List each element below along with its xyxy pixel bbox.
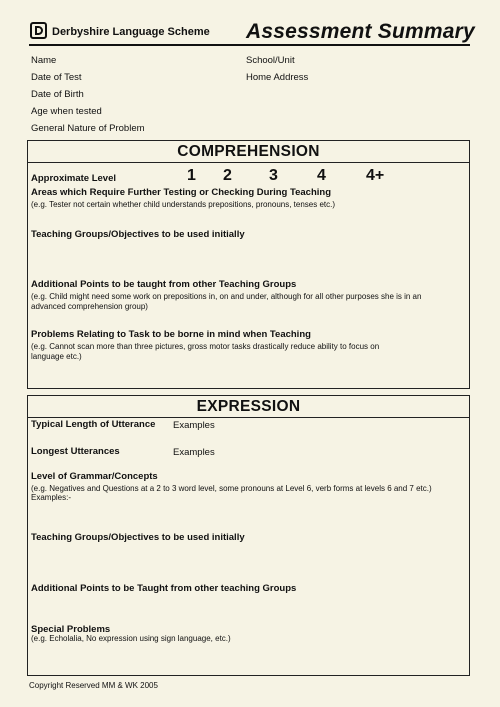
- comprehension-additional-heading: Additional Points to be taught from other Teaching Groups: [31, 279, 297, 290]
- level-2: 2: [223, 167, 232, 184]
- copyright: Copyright Reserved MM & WK 2005: [29, 681, 158, 690]
- field-age-when-tested: Age when tested: [31, 106, 102, 117]
- grammar-heading: Level of Grammar/Concepts: [31, 471, 158, 482]
- typical-length-label: Typical Length of Utterance: [31, 419, 156, 430]
- level-1: 1: [187, 167, 196, 184]
- expression-groups-heading: Teaching Groups/Objectives to be used initially: [31, 532, 245, 543]
- special-problems-heading: Special Problems: [31, 624, 111, 635]
- comprehension-additional-note-2: advanced comprehension group): [31, 302, 148, 311]
- longest-utterances-examples: Examples: [173, 447, 215, 458]
- comprehension-heading: COMPREHENSION: [28, 141, 469, 163]
- comprehension-groups-heading: Teaching Groups/Objectives to be used initially: [31, 229, 245, 240]
- expression-heading: EXPRESSION: [28, 396, 469, 418]
- further-testing-heading: Areas which Require Further Testing or Checking During Teaching: [31, 187, 331, 198]
- field-date-of-birth: Date of Birth: [31, 89, 84, 100]
- field-date-of-test: Date of Test: [31, 72, 82, 83]
- further-testing-note: (e.g. Tester not certain whether child understands prepositions, pronouns, tenses etc.): [31, 200, 336, 209]
- field-nature-of-problem: General Nature of Problem: [31, 123, 145, 134]
- approximate-level-label: Approximate Level: [31, 173, 116, 184]
- level-4-plus: 4+: [366, 167, 385, 184]
- logo-icon: [30, 22, 47, 39]
- scheme-name: Derbyshire Language Scheme: [52, 26, 210, 38]
- field-name: Name: [31, 55, 57, 66]
- longest-utterances-label: Longest Utterances: [31, 446, 120, 457]
- grammar-note: (e.g. Negatives and Questions at a 2 to 3 word level, some pronouns at Level 6, verb forms at levels 6 and 7 etc.): [31, 484, 432, 493]
- field-home-address: Home Address: [246, 72, 309, 83]
- comprehension-problems-heading: Problems Relating to Task to be borne in mind when Teaching: [31, 329, 311, 340]
- page-title: Assessment Summary: [246, 20, 475, 43]
- header-rule: [29, 44, 470, 46]
- comprehension-additional-note-1: (e.g. Child might need some work on prepositions in, on and under, although for all other purposes she is in an: [31, 292, 422, 301]
- expression-additional-heading: Additional Points to be Taught from other teaching Groups: [31, 583, 297, 594]
- comprehension-problems-note-1: (e.g. Cannot scan more than three pictures, gross motor tasks drastically reduce ability to focus on: [31, 342, 380, 351]
- typical-length-examples: Examples: [173, 420, 215, 431]
- level-4: 4: [317, 167, 326, 184]
- field-school-unit: School/Unit: [246, 55, 295, 66]
- grammar-examples: Examples:-: [31, 493, 72, 502]
- comprehension-problems-note-2: language etc.): [31, 352, 82, 361]
- level-3: 3: [269, 167, 278, 184]
- special-problems-note: (e.g. Echolalia, No expression using sign language, etc.): [31, 634, 231, 643]
